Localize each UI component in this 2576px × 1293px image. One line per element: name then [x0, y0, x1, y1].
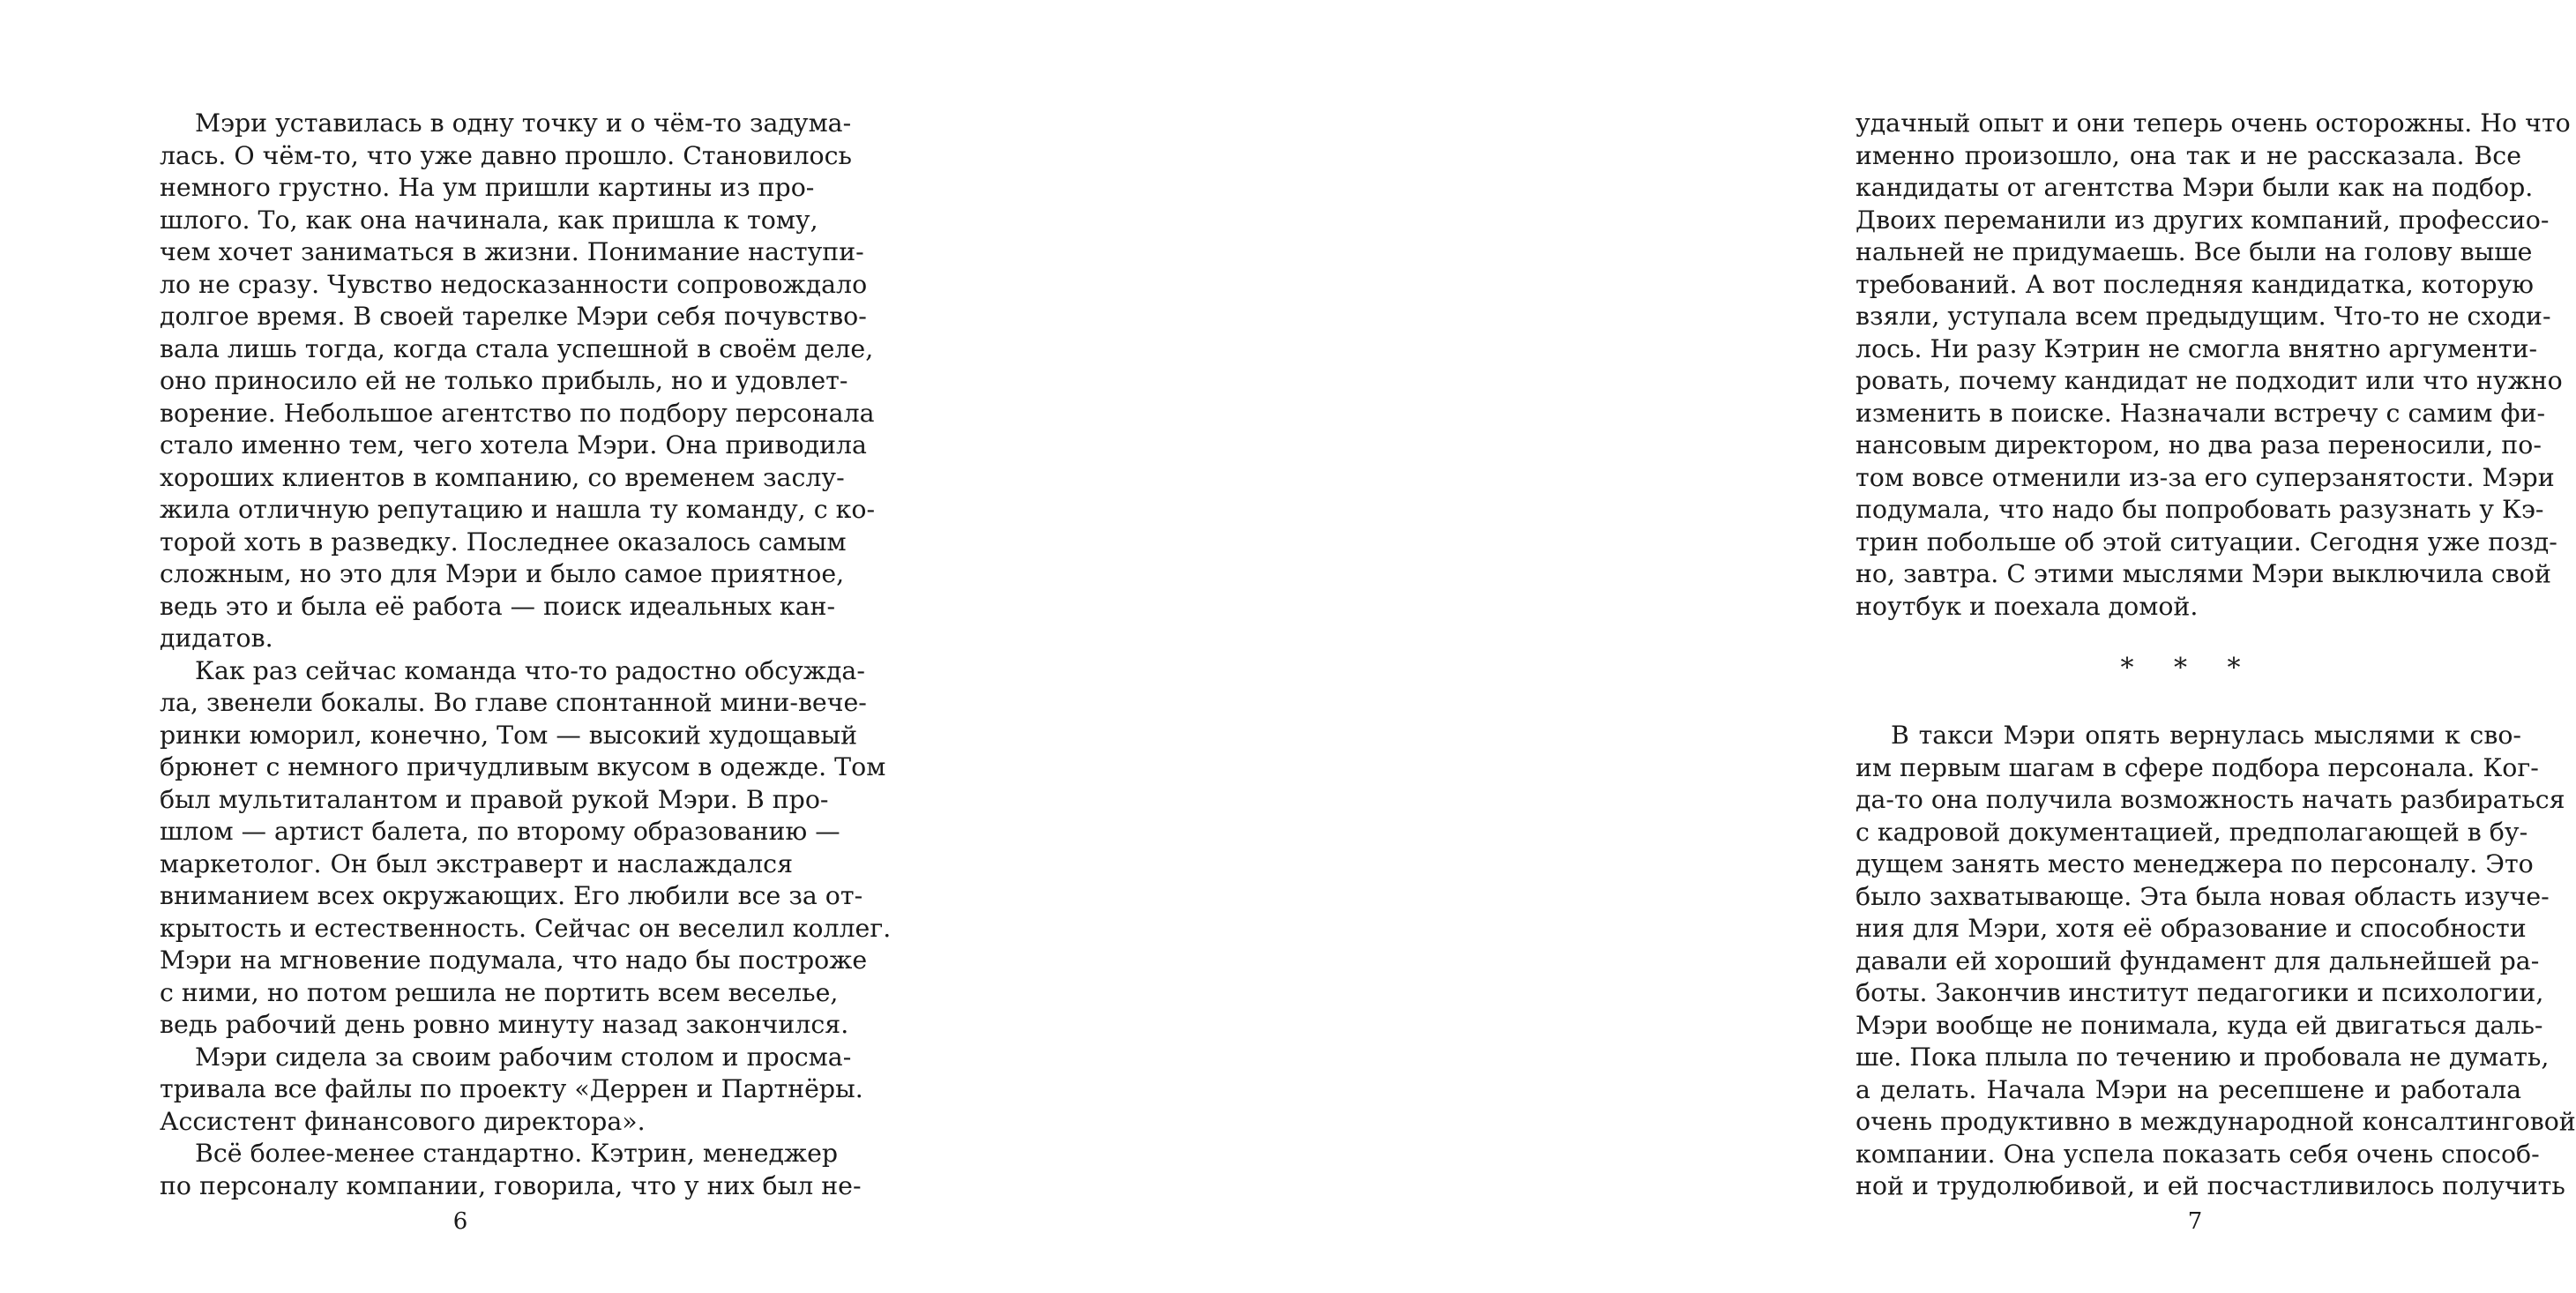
text-line: оно приносило ей не только прибыль, но и удовлет-: [160, 366, 848, 395]
text-line: маркетолог. Он был экстраверт и наслаждался: [160, 848, 793, 878]
text-line: вала лишь тогда, когда стала успешной в своём деле,: [160, 333, 874, 363]
text-line: крытость и естественность. Сейчас он веселил коллег.: [160, 913, 892, 943]
text-line: нальней не придумаешь. Все были на голову выше: [1855, 237, 2533, 266]
text-line: Мэри вообще не понимала, куда ей двигаться даль-: [1855, 1010, 2543, 1040]
text-line: Мэри уставилась в одну точку и о чём-то задума-: [195, 108, 852, 138]
text-line: том вовсе отменили из-за его суперзанятости. Мэри: [1855, 462, 2555, 492]
text-line: шлом — артист балета, по второму образованию —: [160, 817, 840, 846]
text-line: ведь это и была её работа — поиск идеальных кан-: [160, 591, 836, 621]
text-line: ной и трудолюбивой, и ей посчастливилось получить: [1855, 1171, 2565, 1200]
text-line: подумала, что надо бы попробовать разузнать у Кэ-: [1855, 495, 2544, 524]
text-line: хороших клиентов в компанию, со временем заслу-: [160, 462, 845, 492]
text-line: жила отличную репутацию и нашла ту команду, с ко-: [160, 495, 876, 524]
page-number-left: 6: [452, 1208, 468, 1235]
text-line: ноутбук и поехала домой.: [1855, 591, 2199, 621]
left-page: [0, 0, 892, 1293]
text-line: В такси Мэри опять вернулась мыслями к сво-: [1891, 721, 2521, 750]
text-line: Мэри на мгновение подумала, что надо бы построже: [160, 945, 868, 975]
text-line: нансовым директором, но два раза переносили, по-: [1855, 430, 2542, 460]
text-line: долгое время. В своей тарелке Мэри себя почувство-: [160, 302, 867, 331]
text-line: чем хочет заниматься в жизни. Понимание наступи-: [160, 237, 864, 266]
text-line: шлого. То, как она начинала, как пришла к тому,: [160, 205, 818, 235]
text-line: взяли, уступала всем предыдущим. Что-то не сходи-: [1855, 302, 2551, 331]
text-line: ворение. Небольшое агентство по подбору персонала: [160, 398, 875, 428]
text-line: дущем занять место менеджера по персоналу. Это: [1855, 849, 2534, 878]
text-line: Двоих переманили из других компаний, профессио-: [1855, 205, 2550, 235]
text-line: им первым шагам в сфере подбора персонала. Ког-: [1855, 752, 2539, 782]
text-line: давали ей хороший фундамент для дальнейшей ра-: [1855, 945, 2540, 975]
section-separator: * * *: [2120, 653, 2257, 684]
text-line: трин побольше об этой ситуации. Сегодня уже позд-: [1855, 527, 2557, 557]
text-line: сложным, но это для Мэри и было самое приятное,: [160, 559, 845, 588]
text-line: торой хоть в разведку. Последнее оказалось самым: [160, 527, 847, 557]
text-line: Ассистент финансового директора».: [160, 1106, 646, 1136]
text-line: компании. Она успела показать себя очень способ-: [1855, 1139, 2540, 1169]
text-line: но, завтра. С этими мыслями Мэри выключила свой: [1855, 559, 2551, 588]
text-line: вниманием всех окружающих. Его любили все за от-: [160, 881, 863, 910]
text-line: с ними, но потом решила не портить всем веселье,: [160, 977, 839, 1007]
text-line: а делать. Начала Мэри на ресепшене и работала: [1855, 1074, 2521, 1104]
text-line: было захватывающе. Эта была новая область изуче-: [1855, 881, 2550, 911]
text-line: боты. Закончив институт педагогики и психологии,: [1855, 978, 2544, 1007]
page-number-right: 7: [2187, 1208, 2203, 1235]
text-line: ведь рабочий день ровно минуту назад закончился.: [160, 1010, 849, 1039]
text-line: ринки юморил, конечно, Том — высокий худощавый: [160, 720, 858, 750]
text-line: ровать, почему кандидат не подходит или что нужно: [1855, 366, 2563, 395]
text-line: дидатов.: [160, 624, 273, 653]
text-line: ше. Пока плыла по течению и пробовала не думать,: [1855, 1043, 2550, 1072]
text-line: по персоналу компании, говорила, что у них был не-: [160, 1170, 862, 1200]
text-line: ния для Мэри, хотя её образование и способности: [1855, 914, 2527, 943]
text-line: Как раз сейчас команда что-то радостно обсужда-: [195, 655, 865, 685]
text-line: требований. А вот последняя кандидатка, которую: [1855, 269, 2534, 299]
text-line: кандидаты от агентства Мэри были как на подбор.: [1855, 173, 2534, 202]
text-line: изменить в поиске. Назначали встречу с самим фи-: [1855, 398, 2546, 428]
text-line: Всё более-менее стандартно. Кэтрин, менеджер: [195, 1139, 839, 1168]
text-line: тривала все файлы по проекту «Деррен и Партнёры.: [160, 1074, 863, 1103]
text-line: лось. Ни разу Кэтрин не смогла внятно аргументи-: [1855, 333, 2538, 363]
text-line: удачный опыт и они теперь очень осторожны. Но что: [1855, 108, 2571, 138]
text-line: очень продуктивно в международной консалтинговой: [1855, 1107, 2576, 1136]
text-line: ла, звенели бокалы. Во главе спонтанной мини-вече-: [160, 688, 867, 717]
text-line: ло не сразу. Чувство недосказанности сопровождало: [160, 269, 868, 299]
text-line: именно произошло, она так и не рассказала. Все: [1855, 140, 2521, 170]
text-line: Мэри сидела за своим рабочим столом и просма-: [195, 1042, 852, 1072]
text-line: с кадровой документацией, предполагающей в бу-: [1855, 817, 2528, 847]
text-line: стало именно тем, чего хотела Мэри. Она приводила: [160, 430, 867, 460]
text-line: да-то она получила возможность начать разбираться: [1855, 785, 2565, 814]
text-line: лась. О чём-то, что уже давно прошло. Становилось: [160, 140, 852, 170]
text-line: немного грустно. На ум пришли картины из про-: [160, 173, 815, 202]
text-line: брюнет с немного причудливым вкусом в одежде. Том: [160, 752, 886, 781]
text-line: был мультиталантом и правой рукой Мэри. В про-: [160, 784, 829, 814]
right-page: [882, 0, 2576, 1293]
